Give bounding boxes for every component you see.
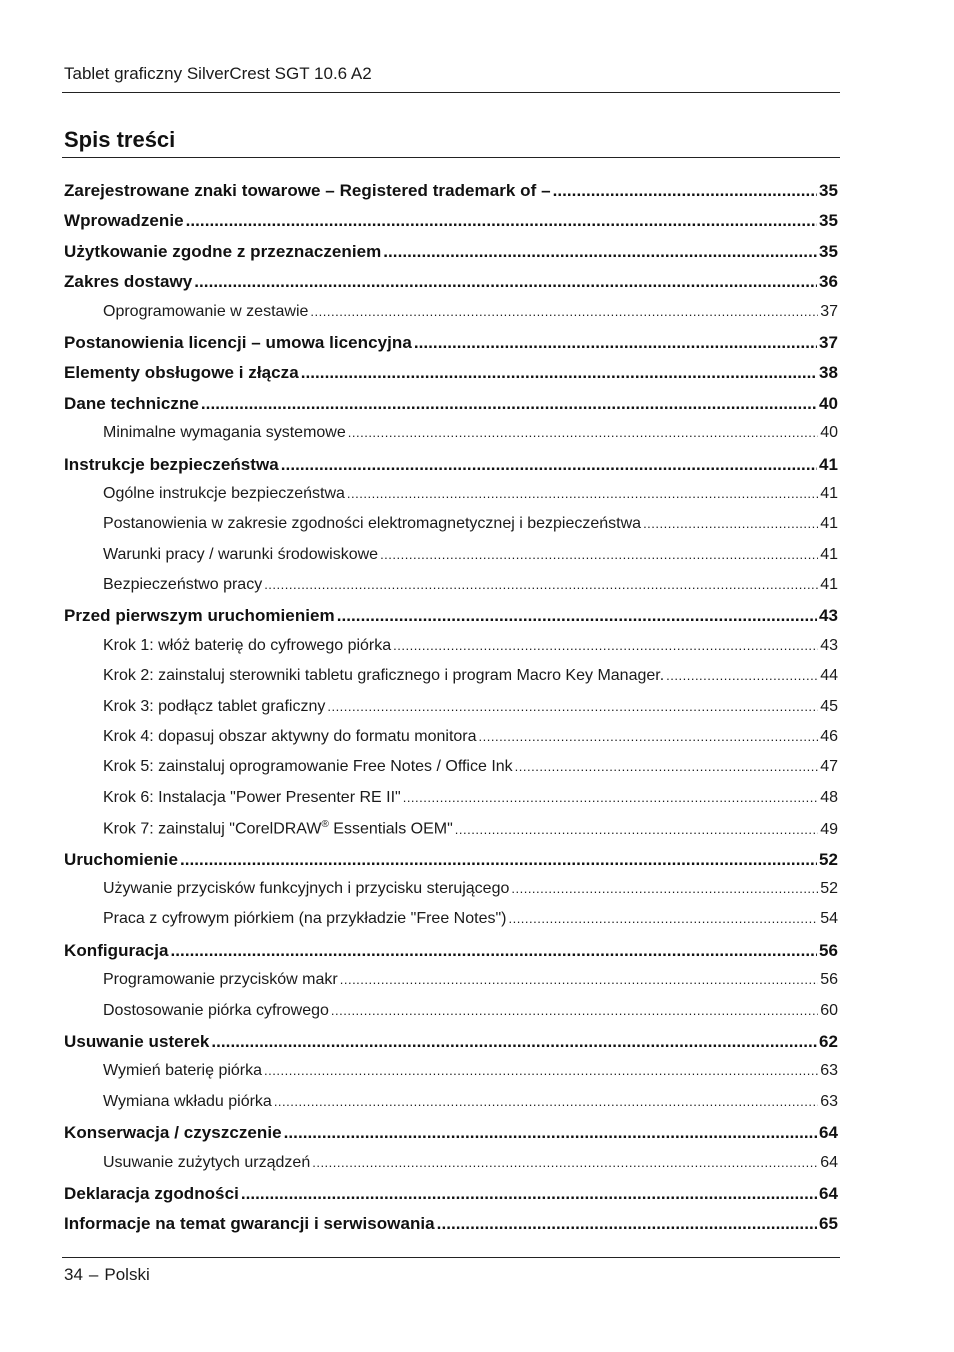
toc-subentry[interactable] (64, 1093, 838, 1123)
toc-subentry[interactable] (64, 819, 838, 849)
toc-entry-label: Deklaracja zgodności (64, 1183, 239, 1203)
toc-entry-page: 48 (820, 788, 838, 806)
toc-entry-page: 37 (818, 332, 838, 352)
toc-entry-page: 60 (820, 1001, 838, 1019)
toc-entry-page: 38 (818, 363, 838, 383)
toc-entry[interactable] (64, 242, 838, 272)
toc-subentry[interactable] (64, 1062, 838, 1092)
footer-language: Polski (104, 1265, 150, 1284)
toc-entry-label: Instrukcje bezpieczeństwa (64, 454, 279, 474)
toc-dot-leader (403, 789, 819, 807)
toc-entry-label: Dane techniczne (64, 393, 199, 413)
toc-entry-label: Użytkowanie zgodne z przeznaczeniem (64, 241, 382, 261)
toc-dot-leader (180, 850, 817, 870)
toc-dot-leader (666, 667, 818, 685)
toc-entry[interactable] (64, 1032, 838, 1062)
toc-entry-label: Przed pierwszym uruchomieniem (64, 606, 335, 626)
toc-entry-page: 65 (818, 1214, 838, 1234)
toc-subentry[interactable] (64, 758, 838, 788)
toc-entry-page: 41 (820, 545, 838, 563)
toc-entry-label: Wymień baterię piórka (103, 1062, 263, 1080)
toc-entry-page: 40 (820, 424, 838, 442)
toc-entry-label: Postanowienia licencji – umowa licencyjna (64, 332, 412, 352)
toc-entry[interactable] (64, 850, 838, 880)
toc-entry-page: 43 (820, 636, 838, 654)
toc-dot-leader (340, 971, 818, 989)
toc-dot-leader (511, 880, 818, 898)
toc-entry-label: Krok 5: zainstaluj oprogramowanie Free Notes / Office Ink (103, 758, 513, 776)
toc-entry-page: 41 (820, 484, 838, 502)
toc-entry-page: 40 (818, 393, 838, 413)
toc-subentry[interactable] (64, 424, 838, 454)
toc-entry-label: Konfiguracja (64, 940, 169, 960)
toc-entry-page: 54 (820, 910, 838, 928)
toc-subentry[interactable] (64, 698, 838, 728)
toc-entry-page: 64 (820, 1153, 838, 1171)
toc-entry[interactable] (64, 455, 838, 485)
toc-entry-label: Krok 4: dopasuj obszar aktywny do formatu monitora (103, 728, 477, 746)
toc-entry-label: Krok 1: włóż baterię do cyfrowego piórka (103, 636, 392, 654)
toc-entry-page: 52 (818, 849, 838, 869)
toc-entry-label: Informacje na temat gwarancji i serwisowania (64, 1214, 435, 1234)
toc-dot-leader (284, 1123, 817, 1143)
toc-entry-label: Uruchomienie (64, 849, 178, 869)
toc-entry[interactable] (64, 181, 838, 211)
toc-entry-page: 63 (820, 1092, 838, 1110)
toc-entry[interactable] (64, 394, 838, 424)
toc-entry-label: Bezpieczeństwo pracy (103, 576, 263, 594)
toc-entry[interactable] (64, 333, 838, 363)
toc-entry-label: Konserwacja / czyszczenie (64, 1123, 282, 1143)
toc-dot-leader (347, 485, 818, 503)
toc-entry-page: 37 (820, 302, 838, 320)
toc-entry-label: Usuwanie usterek (64, 1031, 210, 1051)
toc-entry[interactable] (64, 606, 838, 636)
toc-subentry[interactable] (64, 1154, 838, 1184)
toc-subentry[interactable] (64, 667, 838, 697)
toc-subentry[interactable] (64, 515, 838, 545)
toc-entry-label: Zakres dostawy (64, 272, 193, 292)
toc-dot-leader (643, 515, 818, 533)
toc-entry-page: 43 (818, 606, 838, 626)
toc-subentry[interactable] (64, 1002, 838, 1032)
toc-entry-page: 56 (820, 971, 838, 989)
toc-entry-label: Zarejestrowane znaki towarowe – Registered trademark of – (64, 181, 551, 200)
toc-entry-label: Dostosowanie piórka cyfrowego (103, 1001, 329, 1019)
toc-dot-leader (327, 698, 818, 716)
toc-dot-leader (211, 1032, 817, 1052)
toc-entry[interactable] (64, 941, 838, 971)
toc-entry-label: Krok 6: Instalacja "Power Presenter RE II" (103, 788, 401, 806)
toc-entry-page: 35 (818, 181, 838, 200)
toc-subentry[interactable] (64, 971, 838, 1001)
toc-entry-label: Programowanie przycisków makr (103, 971, 338, 989)
toc-entry-label: Wymiana wkładu piórka (103, 1092, 272, 1110)
heading-divider (62, 157, 840, 158)
toc-entry-page: 41 (820, 576, 838, 594)
toc-dot-leader (312, 1154, 818, 1172)
toc-dot-leader (348, 424, 818, 442)
toc-entry[interactable] (64, 211, 838, 241)
toc-dot-leader (383, 242, 817, 262)
toc-entry[interactable] (64, 272, 838, 302)
toc-entry-label: Praca z cyfrowym piórkiem (na przykładzie "Free Notes") (103, 910, 507, 928)
toc-entry-label: Krok 2: zainstaluj sterowniki tabletu graficznego i program Macro Key Manager. (103, 667, 665, 685)
toc-subentry[interactable] (64, 546, 838, 576)
toc-entry-label: Minimalne wymagania systemowe (103, 424, 346, 442)
toc-entry-page: 63 (820, 1062, 838, 1080)
document-header-title: Tablet graficzny SilverCrest SGT 10.6 A2 (64, 64, 372, 83)
toc-heading: Spis treści (64, 127, 176, 152)
toc-entry[interactable] (64, 1123, 838, 1153)
footer-page-number: 34 (64, 1265, 83, 1284)
header-divider (62, 92, 840, 93)
toc-subentry[interactable] (64, 485, 838, 515)
toc-entry-page: 36 (818, 272, 838, 292)
toc-entry-page: 52 (820, 879, 838, 897)
toc-dot-leader (310, 303, 818, 321)
toc-dot-leader (186, 211, 817, 231)
toc-entry[interactable] (64, 363, 838, 393)
toc-entry-label: Krok 7: zainstaluj "CorelDRAW® Essentials OEM" (103, 819, 453, 838)
toc-dot-leader (331, 1002, 818, 1020)
toc-entry-label: Wprowadzenie (64, 211, 184, 231)
toc-entry-page: 46 (820, 728, 838, 746)
toc-dot-leader (414, 333, 817, 353)
toc-entry-page: 64 (818, 1183, 838, 1203)
toc-entry-page: 49 (820, 820, 838, 838)
toc-dot-leader (201, 394, 817, 414)
toc-dot-leader (455, 821, 818, 839)
toc-dot-leader (264, 576, 818, 594)
toc-dot-leader (264, 1062, 818, 1080)
toc-dot-leader (281, 455, 817, 475)
toc-entry-label: Krok 3: podłącz tablet graficzny (103, 697, 326, 715)
page-footer (64, 1265, 150, 1285)
toc-entry-label: Elementy obsługowe i złącza (64, 363, 299, 383)
footer-separator: – (88, 1265, 99, 1284)
toc-entry-label: Postanowienia w zakresie zgodności elektromagnetycznej i bezpieczeństwa (103, 515, 642, 533)
toc-subentry[interactable] (64, 789, 838, 819)
toc-subentry[interactable] (64, 880, 838, 910)
toc-subentry[interactable] (64, 303, 838, 333)
toc-dot-leader (508, 910, 818, 928)
toc-entry-page: 44 (820, 667, 838, 685)
toc-subentry[interactable] (64, 637, 838, 667)
toc-entry[interactable] (64, 1184, 838, 1214)
toc-entry-page: 64 (818, 1123, 838, 1143)
toc-entry-label: Usuwanie zużytych urządzeń (103, 1153, 311, 1171)
toc-dot-leader (515, 758, 819, 776)
toc-dot-leader (437, 1214, 817, 1234)
toc-entry-page: 35 (818, 211, 838, 231)
toc-entry-label: Używanie przycisków funkcyjnych i przycisku sterującego (103, 879, 510, 897)
toc-subentry[interactable] (64, 910, 838, 940)
toc-dot-leader (479, 728, 819, 746)
toc-dot-leader (380, 546, 818, 564)
toc-entry-page: 45 (820, 697, 838, 715)
toc-entry-page: 47 (820, 758, 838, 776)
toc-dot-leader (241, 1184, 817, 1204)
toc-entry-page: 56 (818, 940, 838, 960)
toc-entry-label: Ogólne instrukcje bezpieczeństwa (103, 484, 345, 502)
toc-entry-page: 35 (818, 241, 838, 261)
footer-divider (62, 1257, 840, 1258)
toc-dot-leader (194, 272, 817, 292)
toc-dot-leader (553, 181, 817, 201)
toc-subentry[interactable] (64, 576, 838, 606)
table-of-contents (64, 181, 838, 1245)
toc-entry-label: Warunki pracy / warunki środowiskowe (103, 545, 379, 563)
toc-dot-leader (393, 637, 818, 655)
toc-entry-label: Oprogramowanie w zestawie (103, 302, 309, 320)
toc-dot-leader (301, 363, 817, 383)
toc-subentry[interactable] (64, 728, 838, 758)
toc-entry[interactable] (64, 1214, 838, 1244)
toc-dot-leader (337, 606, 817, 626)
toc-dot-leader (171, 941, 817, 961)
toc-entry-page: 41 (818, 454, 838, 474)
toc-entry-page: 62 (818, 1031, 838, 1051)
toc-entry-page: 41 (820, 515, 838, 533)
toc-dot-leader (274, 1093, 818, 1111)
